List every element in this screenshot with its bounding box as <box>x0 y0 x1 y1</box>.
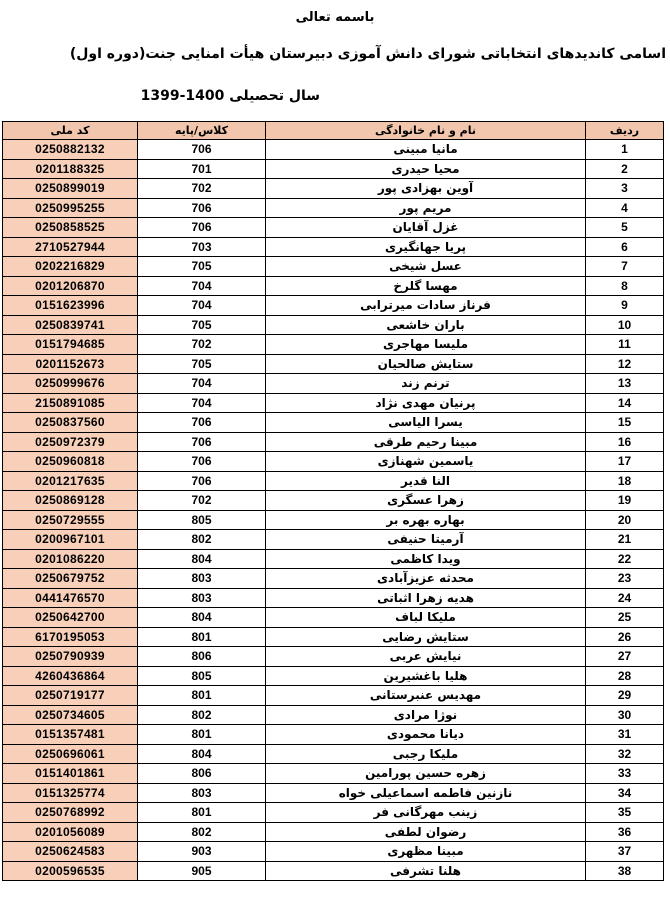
table-row <box>3 842 664 862</box>
table-row <box>3 140 664 160</box>
student-name: نیایش عربی <box>266 647 586 667</box>
table-row <box>3 764 664 784</box>
class-grade: 704 <box>138 276 266 296</box>
table-row <box>3 569 664 589</box>
student-name: آرمیتا حنیفی <box>266 530 586 550</box>
national-code: 0201188325 <box>3 159 138 179</box>
academic-year: سال تحصیلی 1400-1399 <box>140 88 320 104</box>
class-grade: 706 <box>138 198 266 218</box>
row-index: 4 <box>586 198 664 218</box>
student-name: یاسمین شهنازی <box>266 452 586 472</box>
student-name: پریا جهانگیری <box>266 237 586 257</box>
national-code: 0441476570 <box>3 588 138 608</box>
national-code: 0200596535 <box>3 861 138 881</box>
row-index: 15 <box>586 413 664 433</box>
table-row <box>3 705 664 725</box>
national-code: 0250719177 <box>3 686 138 706</box>
class-grade: 706 <box>138 218 266 238</box>
student-name: ستایش رضایی <box>266 627 586 647</box>
class-grade: 803 <box>138 783 266 803</box>
student-name: زهره حسین پورامین <box>266 764 586 784</box>
national-code: 0201217635 <box>3 471 138 491</box>
national-code: 0250972379 <box>3 432 138 452</box>
student-name: فرناز سادات میرترابی <box>266 296 586 316</box>
student-name: آوین بهزادی پور <box>266 179 586 199</box>
national-code: 0250624583 <box>3 842 138 862</box>
student-name: النا قدیر <box>266 471 586 491</box>
national-code: 0250858525 <box>3 218 138 238</box>
row-index: 30 <box>586 705 664 725</box>
class-grade: 703 <box>138 237 266 257</box>
class-grade: 806 <box>138 764 266 784</box>
student-name: ستایش صالحیان <box>266 354 586 374</box>
table-row <box>3 803 664 823</box>
row-index: 37 <box>586 842 664 862</box>
row-index: 1 <box>586 140 664 160</box>
national-code: 0151794685 <box>3 335 138 355</box>
table-row <box>3 530 664 550</box>
table-row <box>3 179 664 199</box>
row-index: 10 <box>586 315 664 335</box>
student-name: پرنیان مهدی نژاد <box>266 393 586 413</box>
student-name: مهدیس عنبرستانی <box>266 686 586 706</box>
class-grade: 706 <box>138 452 266 472</box>
class-grade: 706 <box>138 140 266 160</box>
table-row <box>3 666 664 686</box>
national-code: 0151623996 <box>3 296 138 316</box>
column-header-name: نام و نام خانوادگی <box>266 122 586 140</box>
class-grade: 704 <box>138 296 266 316</box>
table-row <box>3 725 664 745</box>
row-index: 14 <box>586 393 664 413</box>
class-grade: 806 <box>138 647 266 667</box>
national-code: 0200967101 <box>3 530 138 550</box>
class-grade: 701 <box>138 159 266 179</box>
student-name: هدیه زهرا اثباتی <box>266 588 586 608</box>
table-row <box>3 822 664 842</box>
table-body <box>3 140 664 881</box>
table-header-row <box>3 122 664 140</box>
national-code: 0250790939 <box>3 647 138 667</box>
table-row <box>3 647 664 667</box>
table-row <box>3 413 664 433</box>
row-index: 18 <box>586 471 664 491</box>
class-grade: 805 <box>138 510 266 530</box>
table-row <box>3 744 664 764</box>
table-row <box>3 627 664 647</box>
national-code: 0250729555 <box>3 510 138 530</box>
student-name: مبینا رحیم طرقی <box>266 432 586 452</box>
student-name: نازنین فاطمه اسماعیلی خواه <box>266 783 586 803</box>
class-grade: 803 <box>138 569 266 589</box>
national-code: 0250696061 <box>3 744 138 764</box>
national-code: 0250869128 <box>3 491 138 511</box>
class-grade: 704 <box>138 393 266 413</box>
table-row <box>3 432 664 452</box>
document-heading: باسمه تعالی <box>295 10 375 25</box>
document-title: اسامی کاندیدهای انتخاباتی شورای دانش آموزی دبیرستان هیأت امنایی جنت(دوره اول) <box>69 46 666 62</box>
class-grade: 706 <box>138 432 266 452</box>
student-name: بهاره بهره بر <box>266 510 586 530</box>
class-grade: 805 <box>138 666 266 686</box>
student-name: مبینا مظهری <box>266 842 586 862</box>
table-row <box>3 198 664 218</box>
row-index: 3 <box>586 179 664 199</box>
row-index: 9 <box>586 296 664 316</box>
class-grade: 702 <box>138 179 266 199</box>
table-row <box>3 471 664 491</box>
row-index: 32 <box>586 744 664 764</box>
student-name: هلیا باغشیرین <box>266 666 586 686</box>
national-code: 0151401861 <box>3 764 138 784</box>
table-row <box>3 588 664 608</box>
student-name: دیانا محمودی <box>266 725 586 745</box>
national-code: 0201086220 <box>3 549 138 569</box>
row-index: 26 <box>586 627 664 647</box>
row-index: 5 <box>586 218 664 238</box>
class-grade: 802 <box>138 530 266 550</box>
student-name: ملیکا رجبی <box>266 744 586 764</box>
row-index: 7 <box>586 257 664 277</box>
table-row <box>3 335 664 355</box>
class-grade: 802 <box>138 822 266 842</box>
column-header-code: کد ملی <box>3 122 138 140</box>
class-grade: 801 <box>138 803 266 823</box>
table-row <box>3 237 664 257</box>
table-row <box>3 861 664 881</box>
class-grade: 705 <box>138 257 266 277</box>
class-grade: 905 <box>138 861 266 881</box>
national-code: 0250882132 <box>3 140 138 160</box>
class-grade: 903 <box>138 842 266 862</box>
student-name: باران خاشعی <box>266 315 586 335</box>
student-name: زهرا عسگری <box>266 491 586 511</box>
class-grade: 702 <box>138 335 266 355</box>
column-header-index: ردیف <box>586 122 664 140</box>
row-index: 13 <box>586 374 664 394</box>
student-name: ویدا کاظمی <box>266 549 586 569</box>
table-row <box>3 257 664 277</box>
table-row <box>3 452 664 472</box>
row-index: 31 <box>586 725 664 745</box>
class-grade: 706 <box>138 471 266 491</box>
national-code: 4260436864 <box>3 666 138 686</box>
row-index: 17 <box>586 452 664 472</box>
student-name: محیا حیدری <box>266 159 586 179</box>
class-grade: 801 <box>138 627 266 647</box>
class-grade: 804 <box>138 549 266 569</box>
student-name: مریم پور <box>266 198 586 218</box>
row-index: 16 <box>586 432 664 452</box>
national-code: 0201056089 <box>3 822 138 842</box>
national-code: 0250837560 <box>3 413 138 433</box>
row-index: 34 <box>586 783 664 803</box>
class-grade: 706 <box>138 413 266 433</box>
table-row <box>3 393 664 413</box>
national-code: 0201206870 <box>3 276 138 296</box>
row-index: 27 <box>586 647 664 667</box>
national-code: 6170195053 <box>3 627 138 647</box>
national-code: 0250960818 <box>3 452 138 472</box>
student-name: ملیسا مهاجری <box>266 335 586 355</box>
student-name: غزل آقایان <box>266 218 586 238</box>
class-grade: 705 <box>138 354 266 374</box>
row-index: 38 <box>586 861 664 881</box>
student-name: مهسا گلرخ <box>266 276 586 296</box>
table-row <box>3 218 664 238</box>
row-index: 33 <box>586 764 664 784</box>
student-name: رضوان لطفی <box>266 822 586 842</box>
national-code: 0250899019 <box>3 179 138 199</box>
row-index: 6 <box>586 237 664 257</box>
student-name: ملیکا لباف <box>266 608 586 628</box>
candidates-table <box>2 121 664 881</box>
national-code: 0151357481 <box>3 725 138 745</box>
table-row <box>3 296 664 316</box>
class-grade: 802 <box>138 705 266 725</box>
student-name: محدثه عزیزآبادی <box>266 569 586 589</box>
national-code: 2710527944 <box>3 237 138 257</box>
class-grade: 804 <box>138 744 266 764</box>
row-index: 21 <box>586 530 664 550</box>
national-code: 0250768992 <box>3 803 138 823</box>
table-row <box>3 549 664 569</box>
row-index: 19 <box>586 491 664 511</box>
table-row <box>3 491 664 511</box>
class-grade: 705 <box>138 315 266 335</box>
student-name: نوژا مرادی <box>266 705 586 725</box>
national-code: 0250642700 <box>3 608 138 628</box>
class-grade: 803 <box>138 588 266 608</box>
national-code: 0151325774 <box>3 783 138 803</box>
row-index: 36 <box>586 822 664 842</box>
column-header-class: کلاس/پایه <box>138 122 266 140</box>
student-name: مانیا مبینی <box>266 140 586 160</box>
row-index: 23 <box>586 569 664 589</box>
table-row <box>3 374 664 394</box>
table-row <box>3 608 664 628</box>
student-name: زینب مهرگانی فر <box>266 803 586 823</box>
row-index: 8 <box>586 276 664 296</box>
row-index: 11 <box>586 335 664 355</box>
national-code: 0250679752 <box>3 569 138 589</box>
national-code: 0250995255 <box>3 198 138 218</box>
national-code: 0250999676 <box>3 374 138 394</box>
student-name: عسل شیخی <box>266 257 586 277</box>
row-index: 35 <box>586 803 664 823</box>
national-code: 0250734605 <box>3 705 138 725</box>
row-index: 12 <box>586 354 664 374</box>
row-index: 28 <box>586 666 664 686</box>
table-row <box>3 783 664 803</box>
class-grade: 804 <box>138 608 266 628</box>
student-name: هلنا تشرفی <box>266 861 586 881</box>
table-row <box>3 686 664 706</box>
table-row <box>3 276 664 296</box>
table-row <box>3 510 664 530</box>
national-code: 0201152673 <box>3 354 138 374</box>
row-index: 24 <box>586 588 664 608</box>
class-grade: 702 <box>138 491 266 511</box>
table-row <box>3 315 664 335</box>
row-index: 25 <box>586 608 664 628</box>
student-name: یسرا الیاسی <box>266 413 586 433</box>
row-index: 22 <box>586 549 664 569</box>
class-grade: 801 <box>138 686 266 706</box>
national-code: 2150891085 <box>3 393 138 413</box>
row-index: 2 <box>586 159 664 179</box>
national-code: 0202216829 <box>3 257 138 277</box>
student-name: ترنم زند <box>266 374 586 394</box>
row-index: 20 <box>586 510 664 530</box>
row-index: 29 <box>586 686 664 706</box>
class-grade: 801 <box>138 725 266 745</box>
table-row <box>3 159 664 179</box>
class-grade: 704 <box>138 374 266 394</box>
table-row <box>3 354 664 374</box>
national-code: 0250839741 <box>3 315 138 335</box>
